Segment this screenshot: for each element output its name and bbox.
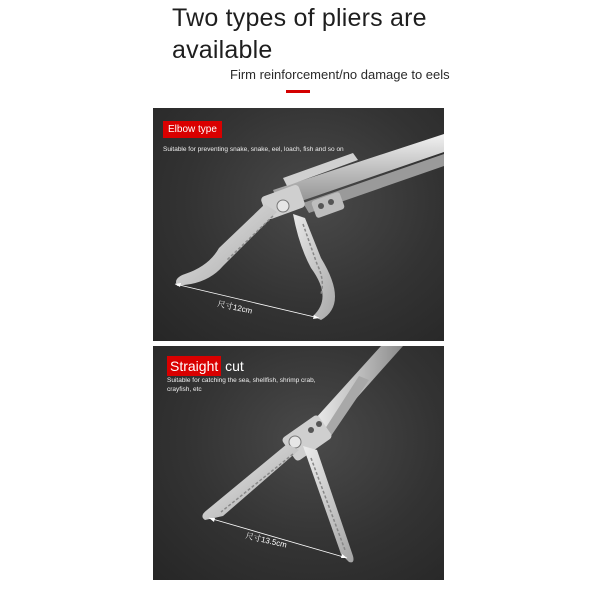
page-title: Two types of pliers are available — [172, 4, 427, 64]
straight-cut-badge-suffix: cut — [221, 358, 244, 374]
straight-cut-description: Suitable for catching the sea, shellfish, shrimp crab, crayfish, etc — [167, 377, 316, 393]
elbow-type-panel — [153, 108, 444, 341]
elbow-measurement-label: 尺寸12cm — [216, 299, 254, 316]
elbow-type-description: Suitable for preventing snake, snake, eel, loach, fish and so on — [163, 146, 344, 153]
straight-cut-badge: Straight — [167, 356, 221, 376]
page-subtitle: Firm reinforcement/no damage to eels — [230, 67, 450, 82]
straight-cut-heading — [167, 356, 244, 376]
elbow-type-badge: Elbow type — [163, 121, 222, 138]
elbow-pliers-image — [153, 108, 444, 341]
accent-underline — [286, 90, 310, 93]
straight-measurement-label: 尺寸13.5cm — [244, 531, 288, 550]
straight-cut-panel — [153, 346, 444, 580]
